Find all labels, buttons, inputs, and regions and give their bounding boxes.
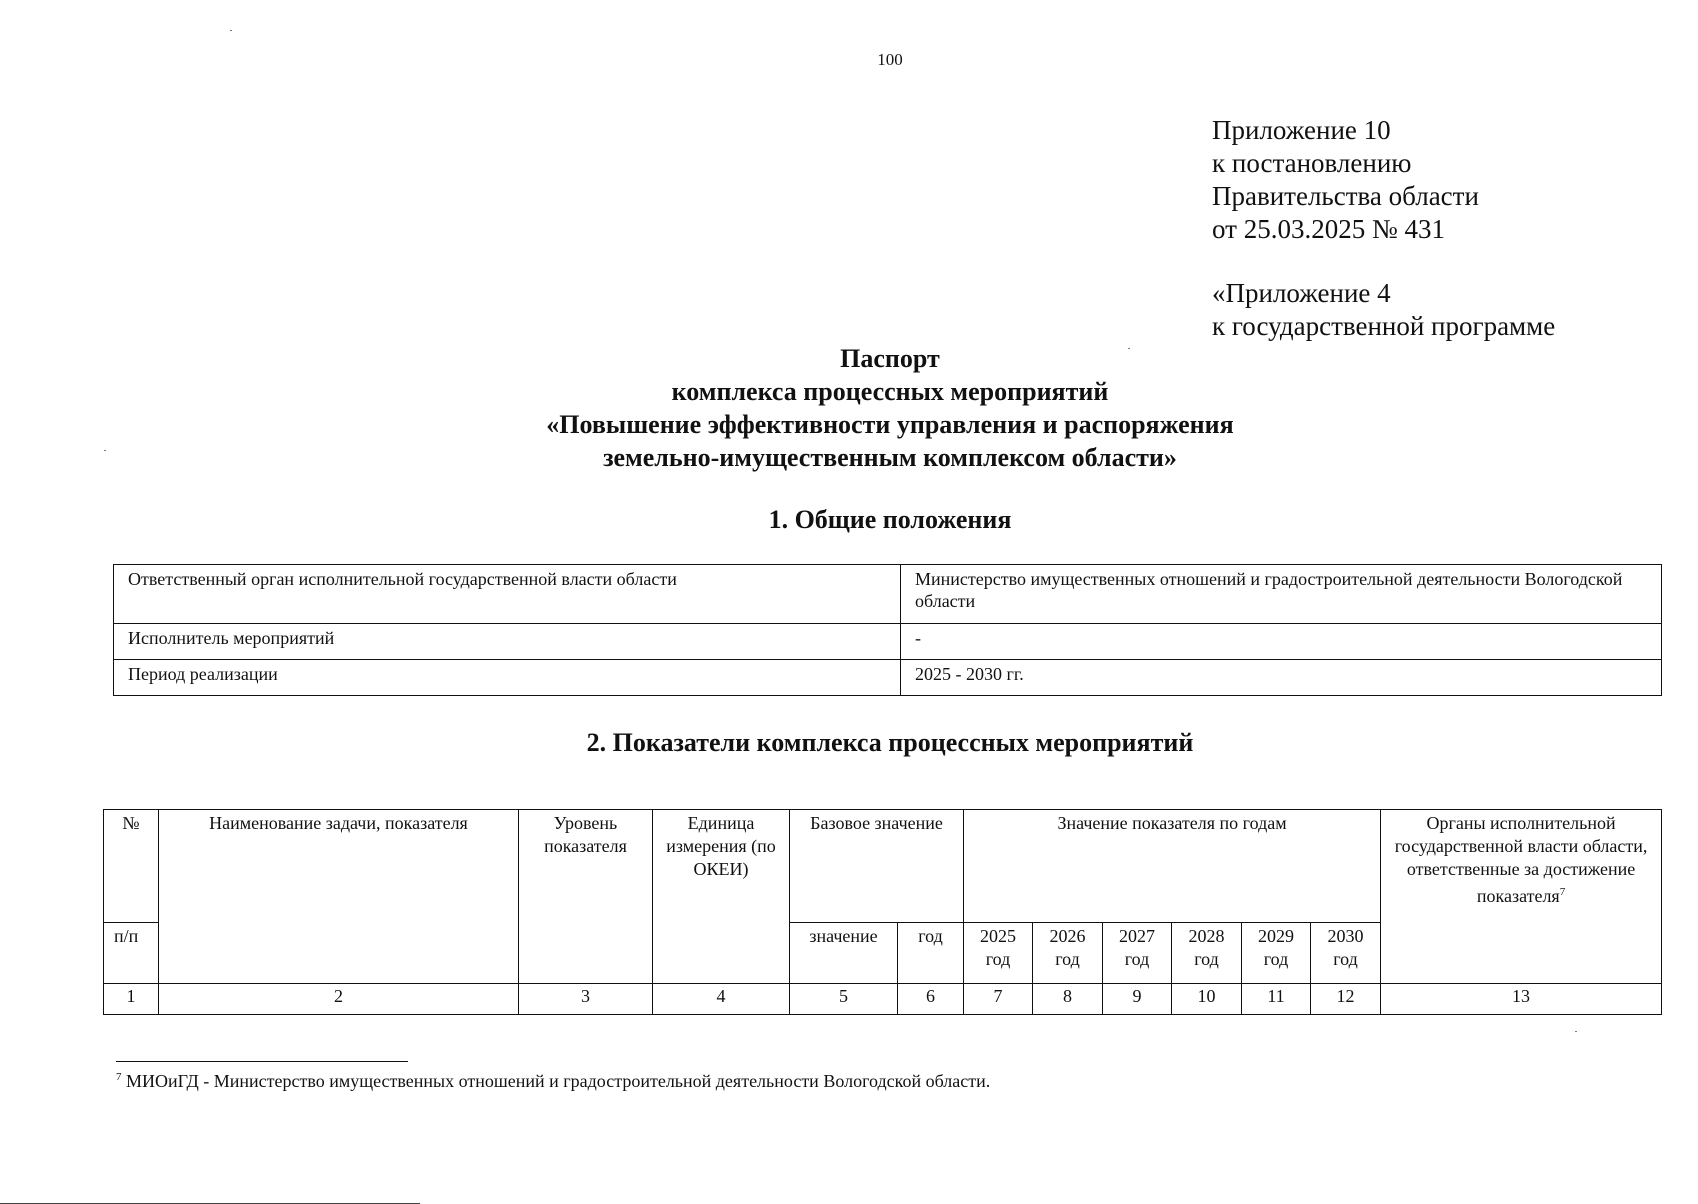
annex-line: от 25.03.2025 № 431: [1212, 214, 1445, 244]
header-year-2029: [1242, 923, 1311, 984]
footnote-number: 7: [116, 1071, 122, 1083]
year-suffix: год: [1194, 949, 1219, 969]
header-responsible-organs: [1381, 810, 1662, 984]
table-row: [114, 565, 1662, 624]
column-number: 9: [1103, 984, 1172, 1015]
header-year-2030: [1311, 923, 1381, 984]
column-number: 6: [898, 984, 964, 1015]
year-suffix: год: [1124, 949, 1150, 969]
footnote: [116, 1071, 990, 1092]
column-number: 5: [790, 984, 898, 1015]
year-label: 2030: [1327, 926, 1364, 946]
footnote-text: МИОиГД - Министерство имущественных отношений и градостроительной деятельности Вологодской области.: [121, 1071, 991, 1091]
indicators-table: [103, 809, 1662, 1015]
scan-speck: [230, 30, 232, 31]
column-number: 10: [1172, 984, 1242, 1015]
program-annex-reference: [1212, 277, 1555, 343]
footnote-mark: 7: [1559, 886, 1566, 898]
title-line: Паспорт: [840, 344, 940, 373]
header-number: №: [104, 810, 159, 923]
table-cell-value: Министерство имущественных отношений и градостроительной деятельности Вологодской области: [901, 565, 1662, 624]
title-line: «Повышение эффективности управления и распоряжения: [546, 410, 1234, 439]
table-cell-value: -: [901, 624, 1662, 660]
header-year-2028: [1172, 923, 1242, 984]
column-number: 13: [1381, 984, 1662, 1015]
scan-speck: [1128, 348, 1130, 349]
table-header-row: [104, 810, 1662, 923]
column-numbers-row: [104, 984, 1662, 1015]
annex-reference: [1212, 114, 1479, 246]
header-number-sub: п/п: [104, 923, 159, 984]
column-number: 2: [159, 984, 519, 1015]
year-label: 2028: [1188, 926, 1225, 946]
header-base-value-value: значение: [790, 923, 898, 984]
header-organs-text: Органы исполнительной государственной власти области, ответственные за достижение показателя: [1394, 813, 1648, 906]
title-line: комплекса процессных мероприятий: [671, 377, 1109, 406]
table-cell-label: Исполнитель мероприятий: [114, 624, 901, 660]
year-suffix: год: [1333, 949, 1358, 969]
scan-speck: [1575, 1031, 1577, 1032]
annex-line: к постановлению: [1212, 148, 1412, 178]
header-task-name: Наименование задачи, показателя: [159, 810, 519, 984]
header-year-2026: [1033, 923, 1103, 984]
column-number: 3: [519, 984, 653, 1015]
column-number: 7: [964, 984, 1033, 1015]
table-row: [114, 624, 1662, 660]
header-unit: Единица измерения (по ОКЕИ): [653, 810, 790, 984]
year-label: 2027: [1119, 926, 1156, 946]
column-number: 4: [653, 984, 790, 1015]
page-number: 100: [877, 50, 903, 69]
header-level: Уровень показателя: [519, 810, 653, 984]
table-cell-label: Период реализации: [114, 660, 901, 696]
column-number: 12: [1311, 984, 1381, 1015]
table-row: [114, 660, 1662, 696]
section1-heading: 1. Общие положения: [768, 505, 1012, 534]
header-year-2027: [1103, 923, 1172, 984]
general-provisions-table: [113, 564, 1662, 696]
document-title: [0, 342, 1698, 474]
table-cell-value: 2025 - 2030 гг.: [901, 660, 1662, 696]
column-number: 1: [104, 984, 159, 1015]
section2-heading: 2. Показатели комплекса процессных мероприятий: [586, 728, 1194, 757]
column-number: 11: [1242, 984, 1311, 1015]
header-base-value: Базовое значение: [790, 810, 964, 923]
year-suffix: год: [1055, 949, 1080, 969]
annex-line: Приложение 10: [1212, 115, 1391, 145]
header-year-2025: [964, 923, 1033, 984]
year-suffix: год: [985, 949, 1011, 969]
table-cell-label: Ответственный орган исполнительной государственной власти области: [114, 565, 901, 624]
annex-line: «Приложение 4: [1212, 278, 1391, 308]
annex-line: Правительства области: [1212, 181, 1479, 211]
column-number: 8: [1033, 984, 1103, 1015]
header-values-by-years: Значение показателя по годам: [964, 810, 1381, 923]
title-line: земельно-имущественным комплексом области»: [603, 443, 1177, 472]
year-label: 2025: [980, 926, 1017, 946]
year-label: 2026: [1049, 926, 1086, 946]
year-label: 2029: [1258, 926, 1295, 946]
header-base-value-year: год: [898, 923, 964, 984]
footnote-separator: [116, 1061, 408, 1062]
year-suffix: год: [1263, 949, 1289, 969]
scan-speck: [104, 450, 106, 451]
annex-line: к государственной программе: [1212, 311, 1556, 341]
